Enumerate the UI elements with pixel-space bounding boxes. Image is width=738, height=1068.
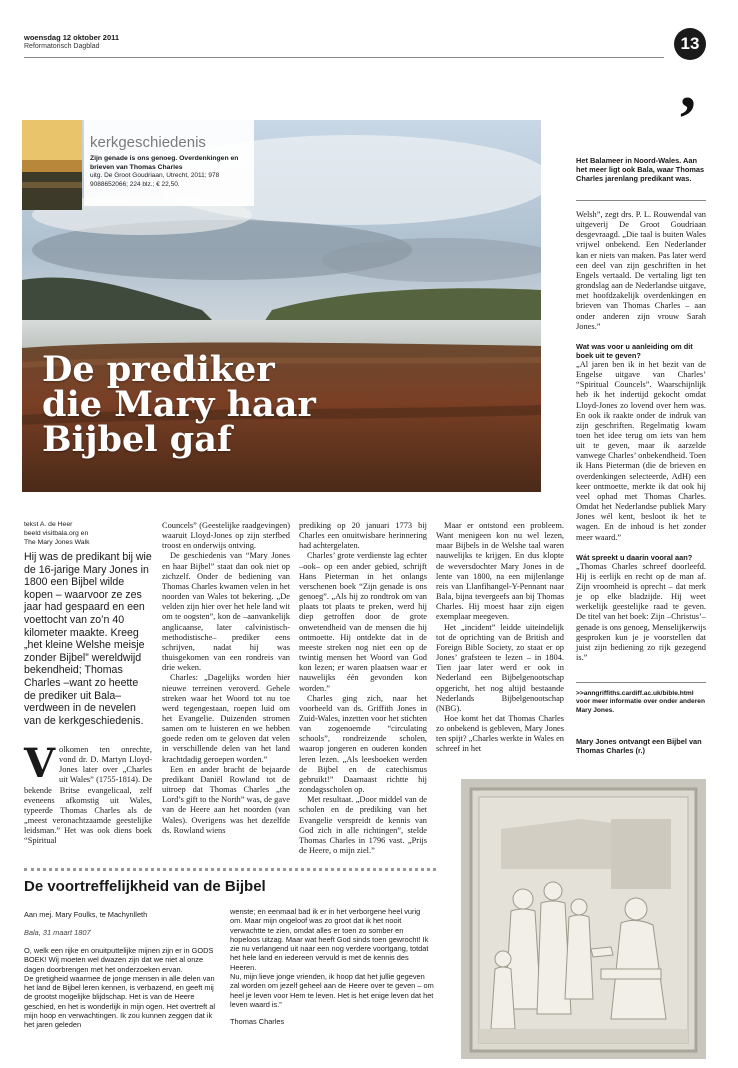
photo-caption: Het Balameer in Noord-Wales. Aan het meer ligt ook Bala, waar Thomas Charles jarenlang predikant was. <box>576 156 705 183</box>
headline-line: die Mary haar <box>42 384 316 425</box>
paragraph: Een en ander bracht de bejaarde predikant Daniël Rowland tot de uitroep dat Thomas Charles „the Lord’s gift to the North” was, de gave van de Heere aan het noorden (van Wales). Overigens was het dezelfde ds. Rowland wiens <box>162 764 290 835</box>
page-number-badge: 13 <box>674 28 706 60</box>
relief-sculpture-image <box>461 779 706 1059</box>
relief-caption: Mary Jones ontvangt een Bijbel van Thomas Charles (r.) <box>576 737 702 755</box>
paragraph: Het „incident” leidde uiteindelijk tot de oprichting van de British and Foreign Bible Society, zo staat er op Jones’ grafsteen te lezen – in 1804. Tien jaar later werd er ook in Nederland een Bijbelgenootschap opgericht, het nog altijd bestaande Nederlands Bijbelgenootschap (NBG). <box>436 622 564 713</box>
more-info-link[interactable]: >>anngriffiths.cardiff.ac.uk/bible.html voor meer informatie over onder anderen Mary Jones. <box>576 690 705 714</box>
article-column-3 <box>299 521 427 856</box>
drop-cap: V <box>24 740 56 787</box>
letter-dotted-rule <box>24 868 436 871</box>
interview-answer: „Al jaren ben ik in het bezit van de Engelse uitgave van Charles’ “Spiritual Councels”. Waarschijnlijk heb ik het indertijd gekocht omdat Lloyd-Jones zo lovend over hem was. En ook ik raakte onder de indruk van zijn geschriften. Regelmatig kwam toen het idee terug om iets van hem uit te geven, maar ik aarzelde vanwege Charles’ onbekendheid. Toen ik Hans Pieterman (die de brieven en overdenkingen selecteerde, AdH) een keer ontmoette, merkte ik dat ook hij veel ophad met Thomas Charles. Omdat het Nederlandse publiek Mary Jones wél kent, besloot ik het te wagen. En de inhoud is het zonder meer waard.” <box>576 359 706 542</box>
paragraph: Nu, mijn lieve jonge vrienden, ik hoop dat het jullie gegeven zal worden om jezelf geheel aan de Heere over te geven – om heel je leven voor Hem te leven. Het is het enige leven dat het leven waard is.” <box>230 972 434 1009</box>
headline <box>42 349 522 460</box>
article-column-4 <box>436 521 564 755</box>
paragraph: Councels” (Geestelijke raadgevingen) waaruit Lloyd-Jones op zijn sterfbed troost en onderwijs ontving. <box>162 521 290 551</box>
interview-column <box>576 210 706 663</box>
paragraph: Charles’ grote verdienste lag echter –ook– op een ander gebied, schrijft Hans Pieterman in het onlangs verschenen boek “Zijn genade is ons genoeg”. „Als hij zo rondtrok om van plaats tot plaats te preken, werd hij diep getroffen door de grote onwetendheid van de mensen die hij ontmoette. Hij ontdekte dat in de meeste streken nog niet een op de twintig mensen het Woord van God kon lezen; er waren plaatsen waar er nauwelijks één gevonden kon worden.” <box>299 551 427 693</box>
book-meta: uitg. De Groot Goudriaan, Utrecht, 2011; 978 9088652066; 224 blz.; € 22,50. <box>90 172 220 188</box>
letter-signature: Thomas Charles <box>230 1017 285 1027</box>
book-title: Zijn genade is ons genoeg. Overdenkingen en brieven van Thomas Charles <box>90 155 239 171</box>
article-intro: Hij was de predikant bij wie de 16-jarige Mary Jones in 1800 een Bijbel wilde kopen – waarvoor ze zes jaar had gespaard en een voettocht van zo’n 40 kilometer maakte. Kreeg „het kleine Welshe meisje zonder Bijbel” wereldwijd bekendheid; Thomas Charles –want zo heette de prediker uit Bala– verdween in de nevelen van de kerkgeschiedenis. <box>24 551 152 727</box>
book-info-box <box>84 120 254 206</box>
headline-line: Bijbel gaf <box>42 419 232 460</box>
section-label: kerkgeschiedenis <box>90 134 206 151</box>
header-rule <box>24 57 664 58</box>
paragraph: wenste; en eenmaal bad ik er in het verborgene heel vurig om. Maar mijn ongeloof was zo groot dat ik het nooit verwachtte te zien, omdat alles er toen zo somber en hopeloos uitzag. Maar wat heeft God sinds toen gewrocht! Ik zie nu verlangend uit naar een nog verdere voortgang, totdat het hele land en iedereen vervuld is met de kennis des Heeren. <box>230 907 429 972</box>
credit-line: tekst A. de Heer <box>24 521 73 528</box>
letter-title: De voortreffelijkheid van de Bijbel <box>24 878 266 895</box>
credit-line: beeld visitbala.org en <box>24 529 89 537</box>
paragraph: Hoe komt het dat Thomas Charles zo onbekend is gebleven, Mary Jones ten spijt? „Charles werkte in Wales en schreef in het <box>436 713 564 754</box>
paragraph: Met resultaat. „Door middel van de scholen en de prediking van het Evangelie verspreidt de kennis van God zich in alle richtingen”, stelde Thomas Charles in 1796 vast. „Prijs de Heere, o mijn ziel.” <box>299 795 427 855</box>
credit-line: The Mary Jones Walk <box>24 538 90 546</box>
article-column-2 <box>162 521 290 836</box>
paragraph: Charles: „Dagelijks worden hier nieuwe terreinen veroverd. Gehele streken waar het Woord tot nu toe werd tegengestaan, roepen luid om het Evangelie. Duizenden stromen samen om te luisteren en we hebben goede reden om te geloven dat velen in verschillende delen van het land krachtdadig geroepen worden.” <box>162 673 290 764</box>
letter-column-1 <box>24 946 220 1030</box>
article-column-1 <box>24 740 152 847</box>
interview-question: Wat was voor u aanleiding om dit boek uit te geven? <box>576 341 693 360</box>
paragraph: Welsh”, zegt drs. P. L. Rouwendal van uitgeverij De Groot Goudriaan desgevraagd. „Die taal is buiten Wales vrijwel onbekend. Een Nederlander kan er niets van maken. Pas later werd een deel van zijn geschriften in het Engels vertaald. De vertaling ligt ten grondslag aan de Nederlandse uitgave, met hoofdzakelijk overdenkingen en brieven van Thomas Charles – aan onder anderen zijn vrouw Sarah Jones.” <box>576 210 706 331</box>
interview-question: Wát spreekt u daarin vooral aan? <box>576 552 693 562</box>
paragraph: Charles ging zich, naar het voorbeeld van ds. Griffith Jones in Zuid-Wales, inzetten voor het stichten van zogenoemde “circulating schools”, rondreizende scholen, waarop jongeren en ouderen konden leren lezen. „Als leesboeken werden de Bijbel en de catechismus gebruikt!” Daarnaast richtte hij zondagsscholen op. <box>299 693 427 795</box>
interview-answer: „Thomas Charles schreef doorleefd. Hij is eerlijk en recht op de man af. Zijn vroomheid is oprecht – dat merk je op elke bladzijde. Hij weet werkelijk geestelijke raad te geven. De titel van het boek: Zijn –Christus’– genade is ons genoeg, Menselijkerwijs gesproken kun je je voorstellen dat juist zijn bediening zo rijk gezegend is.” <box>576 561 706 663</box>
caption-rule <box>576 200 706 201</box>
paragraph: Maar er ontstond een probleem. Want menigeen kon nu wel lezen, maar Bijbels in de Welshe taal waren nauwelijks te krijgen. En dus klopte de weversdochter Mary Jones in de lente van 1800, na een mijlenlange reis van Llanfihangel-Y-Pennant naar Bala, bijna tevergeefs aan bij Thomas Charles. Hij moest haar zijn eigen exemplaar meegeven. <box>436 521 564 622</box>
letter-column-2 <box>230 907 434 1027</box>
paragraph: prediking op 20 januari 1773 bij Charles een onuitwisbare herinnering had achtergelaten. <box>299 521 427 551</box>
headline-line: De prediker <box>42 349 275 390</box>
paragraph: O, welk een rijke en onuitputtelijke mijnen zijn er in GODS BOEK! Wij moeten wel dwazen zijn dat we niet al onze dagen doorbrengen met het onderzoeken ervan. <box>24 946 214 974</box>
paragraph: De geschiedenis van “Mary Jones en haar Bijbel” staat dan ook niet op zichzelf. Onder de bediening van Thomas Charles kwamen velen in het noorden van Wales tot bekering. „De velden zijn hier over het hele land wit om te oogsten”, kon de –aanvankelijk anglicaanse, later calvinistisch-methodistische– prediker eens schrijven, nadat hij was thuisgekomen van een rondreis van drie weken. <box>162 551 290 673</box>
letter-date: Bala, 31 maart 1807 <box>24 928 91 937</box>
comma-logo-icon: , <box>680 50 696 121</box>
paragraph: olkomen ten onrechte, vond dr. D. Martyn Lloyd-Jones later over „Charles uit Wales” (1755-1814). De bekende Britse evangelicaal, zelf eveneens afkomstig uit Wales, typeerde Thomas Charles als de „meest veronachtzaamde geestelijke leidsman.” Het was ook diens boek “Spiritual <box>24 745 152 846</box>
publication-name: Reformatorisch Dagblad <box>24 43 100 50</box>
book-cover-thumbnail <box>22 120 82 210</box>
article-credits <box>24 521 89 547</box>
link-rule <box>576 682 706 683</box>
paragraph: De gretigheid waarmee de jonge mensen in alle delen van het land de Bijbel leren kennen, is verbazend, en geeft mij de grootst mogelijke blijdschap. Het is van de Heere geschied, en het is wonderlijk in mijn ogen. Het overtreft al mijn hoop en verwachtingen. Ik zou kunnen zeggen dat ik het jaren geleden <box>24 973 216 1030</box>
letter-address: Aan mej. Mary Foulks, te Machynlleth <box>24 910 148 919</box>
issue-date: woensdag 12 oktober 2011 <box>24 33 120 42</box>
